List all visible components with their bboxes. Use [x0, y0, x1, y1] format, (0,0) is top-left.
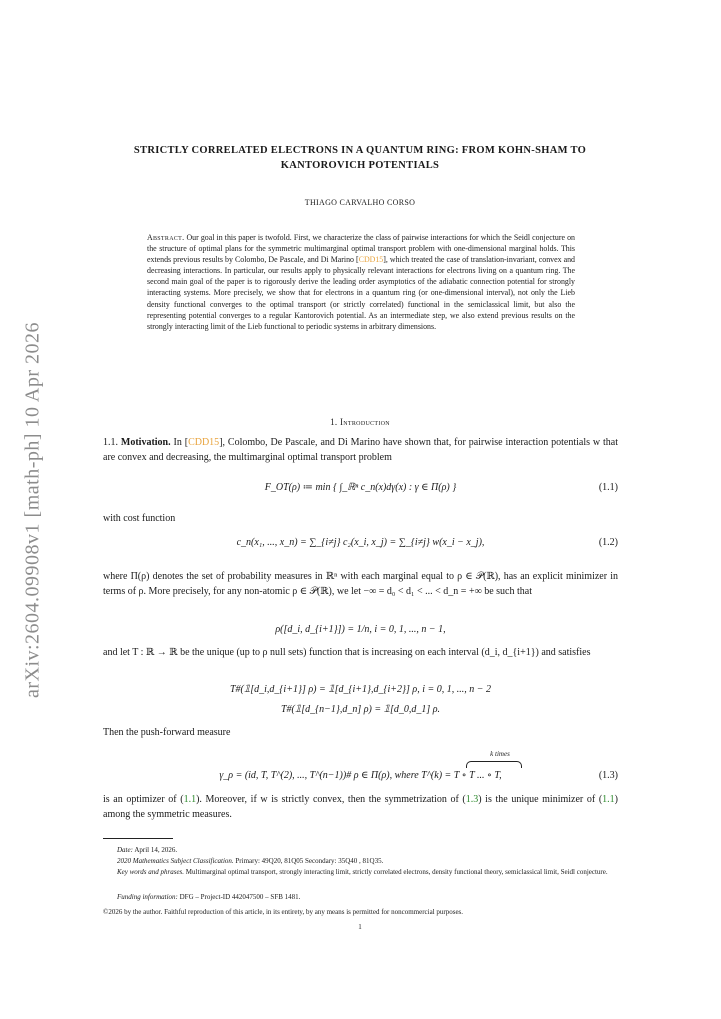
footnote-keywords [103, 867, 618, 878]
funding-value: DFG – Project-ID 442047500 – SFB 1481. [179, 893, 301, 901]
abstract-label: Abstract. [147, 233, 185, 242]
arxiv-identifier[interactable]: arXiv:2604.09908v1 [math-ph] 10 Apr 2026 [21, 321, 44, 699]
abstract-citation[interactable]: CDD15 [358, 255, 384, 265]
abstract-text-a: Our goal in this paper is twofold. First, we characterize the class of pairwise interactions for which the Seidl conjecture on the structure of optimal plans for the symmetric multimarginal optimal transport problem with one-dimensional marginal holds. This extends previous results by Colombo, De Pascale, and Di Marino [ [147, 233, 575, 265]
footnote-date [103, 845, 618, 856]
abstract [147, 232, 575, 332]
title-line-1: STRICTLY CORRELATED ELECTRONS IN A QUANTUM RING: FROM KOHN-SHAM TO [133, 145, 587, 156]
equation-1-3-number: (1.3) [598, 770, 618, 781]
motivation-paragraph [103, 436, 618, 465]
equation-1-3 [103, 770, 618, 781]
copyright-notice: ©2026 by the author. Faithful reproduction of this article, in its entirety, by any means is permitted for noncommercial purposes. [103, 908, 464, 916]
equation-1-3-body: γ_ρ = (id, T, T^(2), ..., T^(n−1))# ρ ∈ Π(ρ), where T^(k) = T ∘ T ... ∘ T, [219, 770, 502, 781]
equation-1-2 [103, 537, 618, 548]
date-value: April 14, 2026. [134, 846, 178, 854]
equation-push-2: T#(𝟙[d_{n−1},d_n] ρ) = 𝟙[d_0,d_1] ρ. [280, 704, 441, 715]
subsection-heading: Motivation. [120, 437, 171, 448]
date-label: Date: [117, 846, 133, 854]
optimizer-text-d: ) among the symmetric measures. [103, 794, 618, 820]
keywords-value: Multimarginal optimal transport, strongly interacting limit, strictly correlated electrons, density functional theory, semiclassical limit, Seidl conjecture. [185, 868, 608, 876]
equation-1-1 [103, 482, 618, 493]
overbrace [466, 761, 522, 768]
equation-ref-2[interactable]: 1.3 [465, 794, 479, 805]
footnote-rule [103, 838, 173, 839]
funding-label: Funding information: [117, 893, 178, 901]
k-times-label: k times [490, 750, 510, 758]
footnote-msc [103, 856, 618, 867]
equation-1-1-body: F_OT(ρ) ≔ min { ∫_ℝⁿ c_n(x)dγ(x) : γ ∈ Π(ρ) } [264, 482, 457, 493]
motivation-text-a: In [ [173, 437, 189, 448]
subsection-number: 1.1. [103, 437, 118, 448]
optimizer-text-a: is an optimizer of ( [103, 794, 184, 805]
equation-push-1: T#(𝟙[d_i,d_{i+1}] ρ) = 𝟙[d_{i+1},d_{i+2}] ρ, i = 0, 1, ..., n − 2 [230, 684, 491, 695]
section-heading [110, 417, 610, 427]
optimizer-paragraph [103, 793, 618, 822]
equation-1-2-number: (1.2) [598, 537, 618, 548]
equation-ref-1[interactable]: 1.1 [183, 794, 197, 805]
section-number: 1. [330, 417, 338, 427]
page-number: 1 [358, 923, 362, 931]
then-text: Then the push-forward measure [103, 727, 231, 738]
title-line-2: KANTOROVICH POTENTIALS [280, 160, 440, 171]
msc-value: Primary: 49Q20, 81Q05 Secondary: 35Q40 , 81Q35. [235, 857, 384, 865]
cost-function-text: with cost function [103, 513, 176, 524]
author-name: THIAGO CARVALHO CORSO [304, 198, 416, 207]
equation-partition: ρ([d_i, d_{i+1}]) = 1/n, i = 0, 1, ..., n − 1, [275, 624, 446, 635]
equation-1-2-body: c_n(x₁, ..., x_n) = ∑_{i≠j} c₂(x_i, x_j) = ∑_{i≠j} w(x_i − x_j), [236, 537, 485, 548]
footnote-funding [103, 892, 618, 903]
arxiv-sidebar [8, 280, 58, 740]
equation-1-1-number: (1.1) [598, 482, 618, 493]
equation-ref-3[interactable]: 1.1 [602, 794, 615, 805]
msc-label: 2020 Mathematics Subject Classification. [117, 857, 234, 865]
optimizer-text-b: ). Moreover, if w is strictly convex, then the symmetrization of ( [196, 794, 466, 805]
motivation-citation[interactable]: CDD15 [188, 437, 220, 448]
abstract-text-b: ], which treated the case of translation-invariant, convex and decreasing interactions. In particular, our results apply to physically relevant interactions for electrons living on a quantum ring. The second main goal of the paper is to rigorously derive the leading order asymptotics of the adiabatic connection potential for strongly interacting systems. More precisely, we show that for electrons in a quantum ring (or one-dimensional interval), not only the Lieb density functional converges to the optimal transport (or strictly correlated) functional in the semiclassical limit, but also the representing potential converges to a regular Kantorovich potential. As an intermediate step, we also extend previous results on the strongly interacting limit of the Lieb functional to periodic systems in arbitrary dimensions. [147, 255, 575, 331]
optimizer-text-c: ) is the unique minimizer of ( [478, 794, 603, 805]
where-paragraph: where Π(ρ) denotes the set of probability measures in ℝⁿ with each marginal equal to ρ ∈ 𝒫(ℝ), has an explicit minimizer in terms of ρ. More precisely, for any non-atomic ρ ∈ 𝒫(ℝ), we let −∞ = d₀ < d₁ < ... < d_n = +∞ be such that [103, 571, 618, 597]
keywords-label: Key words and phrases. [117, 868, 185, 876]
paper-title [110, 143, 610, 173]
motivation-text-b: ], Colombo, De Pascale, and Di Marino have shown that, for pairwise interaction potentials w that are convex and decreasing, the multimarginal optimal transport problem [103, 437, 618, 463]
section-title: Introduction [339, 417, 390, 427]
let-paragraph: and let T : ℝ → ℝ be the unique (up to ρ null sets) function that is increasing on each interval (d_i, d_{i+1}) and satisfies [103, 647, 591, 658]
